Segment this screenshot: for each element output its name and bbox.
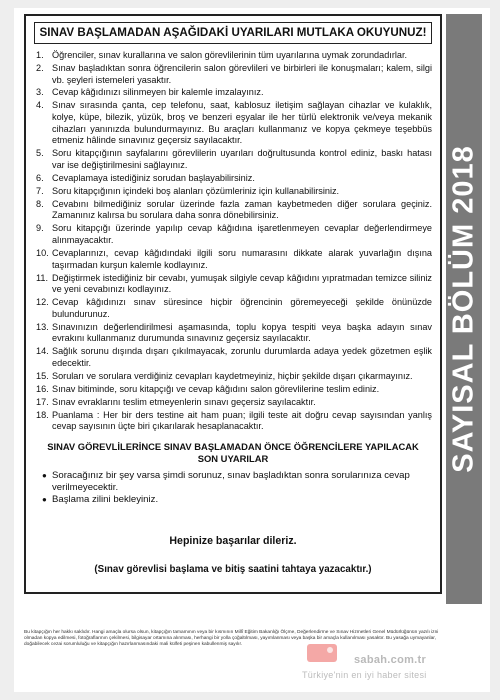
warning-number: 7. [36,185,44,196]
warning-number: 12. [36,297,49,308]
copyright-footnote: Bu kitapçığın her hakkı saklıdır. Hangi amaçla olursa olsun, kitapçığın tamamının veya bir kısmının Millî Eğitim Bakanlığı Ölçme, Değerlendirme ve Sınav Hizmetleri Genel Müdürlüğünün yazılı izni olmadan kopya edilmesi, fotoğraflarının çekilmesi, bilgisayar ortamına alınması, herhangi bir yolla çoğaltılması, yayımlanması veya başka bir amaçla kullanılması yasaktır. Bu yasağa uymayanlar, doğabilecek cezai sorumluluğu ve kitapçığın hazırlanmasındaki mali külfeti peşinen kabullenmiş sayılır. [24,630,439,648]
warning-item [36,50,432,62]
warning-item [36,223,432,246]
warning-text: Sınav evraklarını teslim etmeyenlerin sınavı geçersiz sayılacaktır. [52,396,316,407]
warning-text: Öğrenciler, sınav kurallarına ve salon görevlilerinin tüm uyarılarına uymak zorundadırlar. [52,50,408,60]
warning-number: 16. [36,383,49,394]
warning-number: 10. [36,247,49,258]
exam-instruction-page [14,8,490,692]
warning-item [36,148,432,171]
warning-text: Sınav bitiminde, soru kitapçığı ve cevap kâğıdını salon görevlilerine teslim ediniz. [52,383,380,394]
sabah-logo-icon [306,642,338,664]
warning-text: Sınav sırasında çanta, cep telefonu, saat, kablosuz iletişim sağlayan cihazlar ve kulaklık, kolye, küpe, bilezik, yüzük, broş ve benzeri eşyalar ile her türlü elektronik ve/veya mekanik cihazları yanınızda bulundurmayınız. Bu araçları kullanmanız ve kopya çekmeye teşebbüs etmeniz hâlinde sınavınız geçersiz sayılacaktır. [52,100,432,146]
warning-number: 17. [36,396,49,407]
warning-text: Sağlık sorunu dışında dışarı çıkılmayacak, zorunlu durumlarda adaya yedek gözetmen eşlik edecektir. [52,346,432,369]
warning-number: 4. [36,100,44,111]
warning-item [36,322,432,345]
warning-text: Cevaplamaya istediğiniz sorudan başlayabilirsiniz. [52,172,255,183]
warning-text: Sınavınızın değerlendirilmesi aşamasında, toplu kopya tespiti veya başka adayın sınav evrakını kullanmanız durumunda sınavınız geçersiz sayılacaktır. [52,321,432,344]
watermark: sabah.com.tr [354,654,427,666]
warning-number: 5. [36,148,44,159]
final-warnings-heading: SINAV GÖREVLİLERİNCE SINAV BAŞLAMADAN ÖNCE ÖĞRENCİLERE YAPILACAK SON UYARILAR [47,441,419,464]
warning-text: Değiştirmek istediğiniz bir cevabı, yumuşak silgiyle cevap kâğıdını yıpratmadan temizce siliniz ve yeni cevabınızı kodlayınız. [52,272,432,295]
warning-text: Puanlama : Her bir ders testine ait ham puan; ilgili teste ait doğru cevap sayısından yanlış cevap sayısının üçte biri çıkarılarak hesaplanacaktır. [52,409,432,432]
warning-item [36,173,432,185]
warning-number: 13. [36,321,49,332]
warning-heading: SINAV BAŞLAMADAN AŞAĞIDAKİ UYARILARI MUTLAKA OKUYUNUZ! [34,22,432,44]
warning-item [36,397,432,409]
good-luck-message: Hepinize başarılar dileriz. [169,535,297,547]
warning-number: 9. [36,223,44,234]
warning-text: Sınav başladıktan sonra öğrencilerin salon görevlileri ve birbirleri ile konuşmaları; kalem, silgi vb. şeyleri istemeleri yasaktır. [52,62,432,85]
warning-list [36,50,432,434]
warning-number: 15. [36,370,49,381]
bullet-icon: ● [42,495,47,505]
warning-item [36,87,432,99]
warning-item [36,297,432,320]
warning-text: Cevaplarınızı, cevap kâğıdındaki ilgili soru numarasını dikkate alarak yuvarlağın dışına taşırmadan kurşun kalemle kodlayınız. [52,247,432,270]
warning-item [36,273,432,296]
warning-item [36,63,432,86]
time-note: (Sınav görevlisi başlama ve bitiş saatini tahtaya yazacaktır.) [94,564,372,575]
side-title: SAYISAL BÖLÜM 2018 [447,145,480,473]
watermark-tagline: Türkiye'nin en iyi haber sitesi [302,670,427,680]
side-band [446,14,482,604]
warning-item [36,199,432,222]
warning-text: Soru kitapçığının içindeki boş alanları çözümleriniz için kullanabilirsiniz. [52,185,340,196]
bullet-icon: ● [42,471,47,480]
final-warning-text: Başlama zilini bekleyiniz. [52,494,159,506]
warning-text: Cevap kâğıdınızı silinmeyen bir kalemle imzalayınız. [52,87,264,98]
warning-number: 18. [36,409,49,420]
final-warning-item [42,470,426,494]
final-warning-item [42,494,426,506]
warning-number: 6. [36,172,44,183]
warning-text: Cevap kâğıdınızı sınav süresince hiçbir öğrencinin göremeyeceği şekilde önünüzde bulundurunuz. [52,297,432,319]
warning-text: Cevabını bilmediğiniz sorular üzerinde fazla zaman kaybetmeden diğer sorulara geçiniz. Zamanınız kalırsa bu sorulara daha sonra dönebilirsiniz. [52,198,432,221]
warning-number: 3. [36,87,44,98]
warning-text: Soru kitapçığı üzerinde yapılıp cevap kâğıdına işaretlenmeyen cevaplar değerlendirmeye alınmayacaktır. [52,223,432,246]
instructions-box [24,14,442,594]
warning-item [36,384,432,396]
final-warnings-list [42,470,426,506]
warning-item [36,371,432,383]
warning-item [36,100,432,147]
warning-number: 2. [36,62,44,73]
warning-number: 8. [36,198,44,209]
warning-number: 11. [36,272,49,283]
warning-number: 14. [36,346,49,357]
warning-number: 1. [36,50,44,60]
warning-item [36,346,432,369]
final-warning-text: Soracağınız bir şey varsa şimdi sorunuz, sınav başladıktan sonra sorularınıza cevap verilmeyecektir. [52,470,410,493]
warning-text: Soru kitapçığının sayfalarını görevlilerin uyarıları doğrultusunda kontrol ediniz, baskı hatası var ise değiştirilmesini sağlayınız. [52,148,432,171]
warning-text: Soruları ve sorulara verdiğiniz cevapları kaydetmeyiniz, hiçbir şekilde dışarı çıkarmayınız. [52,370,413,381]
warning-item [36,410,432,433]
warning-item [36,186,432,198]
warning-item [36,248,432,271]
